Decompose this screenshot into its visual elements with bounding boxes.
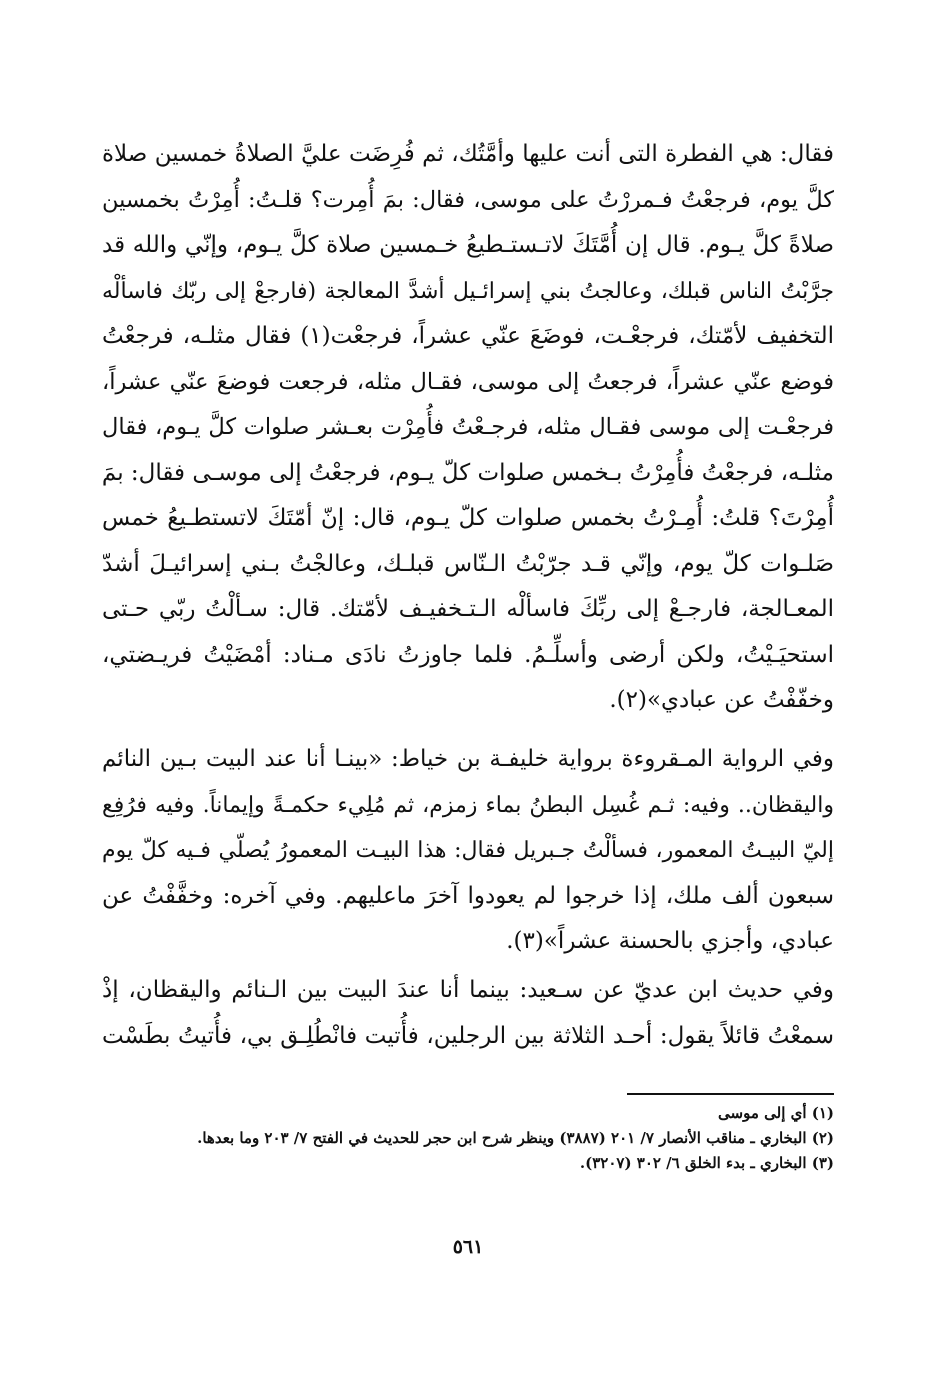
text-line: فوضع عنّي عشراً، فرجعتُ إلى موسى، فقـال مثله، فرجعت فوضعَ عنّي عشراً،	[102, 368, 834, 395]
paragraph-1	[102, 132, 834, 724]
text-line: وفي حديث ابن عديّ عن سـعيد: بينما أنا عندَ البيت بين الـنائم واليقظان، إذْ	[102, 977, 834, 1003]
text-line: كلَّ يوم، فرجعْتُ فـمررْتُ على موسى، فقال: بمَ أُمِرت؟ قلـتُ: أُمِرْتُ بخمسين	[102, 186, 834, 213]
text-line: وفي الرواية المـقروءة برواية خليفـة بن خياط: «بينـا أنا عند البيت بـين النائم	[102, 746, 834, 772]
paragraph-2	[102, 737, 834, 965]
text-line: إليّ البيـتُ المعمور، فسألْتُ جـبريل فقال: هذا البيـت المعمورُ يُصلّي فـيه كلّ يوم	[102, 838, 834, 863]
footnote-3: (٣) البخاري ـ بدء الخلق ٦/ ٣٠٢ (٣٢٠٧).	[579, 1154, 834, 1172]
footnote-1: (١) أي إلى موسى	[718, 1104, 834, 1122]
text-line: واليقظان.. وفيه: ثـم غُسِل البطنُ بماء زمزم، ثم مُلِيء حكمـةً وإيماناً. وفيه فرُفِع	[102, 792, 834, 818]
text-line: جرَّبْتُ الناس قبلك، وعالجتُ بني إسرائـيل أشدَّ المعالجة (فارجعْ إلى ربّك فاسألْه	[102, 278, 834, 304]
text-line: التخفيف لأمّتك، فرجعْـت، فوضَعَ عنّي عشراً، فرجعْت(١) فقال مثلـه، فرجعْتُ	[102, 323, 834, 349]
footnote-separator	[627, 1093, 834, 1095]
footnote-2: (٢) البخاري ـ مناقب الأنصار ٧/ ٢٠١ (٣٨٨٧) وينظر شرح ابن حجر للحديث في الفتح ٧/ ٢٠٣ وما بعدها.	[197, 1129, 834, 1147]
text-line: مثلـه، فرجعْتُ فأُمِرْتُ بـخمس صلوات كلّ يـوم، فرجعْتُ إلى موسـى فقال: بمَ	[101, 459, 834, 486]
text-line: عبادي، وأجزي بالحسنة عشراً»(٣).	[506, 928, 834, 954]
text-line: سمعْتُ قائلاً يقول: أحـد الثلاثة بين الرجلين، فأُتيت فانْطُلِـق بي، فأُتيتُ بطَسْت	[102, 1022, 834, 1049]
page-number: ٥٦١	[452, 1236, 484, 1258]
text-line: فرجعْـت إلى موسى فقـال مثله، فرجـعْتُ فأُمِرْت بعـشر صلوات كلَّ يـوم، فقال	[102, 414, 834, 440]
text-line: استحيَـيْتُ، ولكن أرضى وأسلِّـمُ. فلما جاوزتُ نادَى مـناد: أمْضَيْتُ فريـضتي،	[102, 641, 834, 668]
text-line: المعـالجة، فارجـعْ إلى ربِّكَ فاسألْه الـتـخفيـف لأمّتك. قال: سـألْتُ ربّي حـتى	[102, 596, 834, 622]
text-line: وخفّفْتُ عن عبادي»(٢).	[609, 687, 834, 713]
paragraph-3	[102, 968, 834, 1059]
footnotes	[102, 1101, 834, 1176]
text-line: أُمِرْتَ؟ قلتُ: أُمِـرْتُ بخمس صلوات كلّ يـوم، قال: إنّ أمّتَكَ لاتستطـيعُ خمس	[102, 505, 834, 531]
text-line: سبعون ألف ملك، إذا خرجوا لم يعودوا آخرَ ماعليهم. وفي آخره: وخفَّفْتُ عن	[102, 882, 834, 909]
text-line: صلاةً كلَّ يـوم. قال إن أُمَّتَكَ لاتـستـطيعُ خـمسين صلاة كلَّ يـوم، وإنّي والله قد	[102, 232, 834, 258]
text-line: فقال: هي الفطرة التى أنت عليها وأمَّتُك، ثم فُرِضَت عليَّ الصلاةُ خمسين صلاة	[102, 141, 834, 167]
text-line: صَلـوات كلّ يوم، وإنّي قـد جرّبْتُ الـنّاس قبلـك، وعالجْتُ بـني إسرائيـلَ أشدّ	[102, 550, 834, 577]
